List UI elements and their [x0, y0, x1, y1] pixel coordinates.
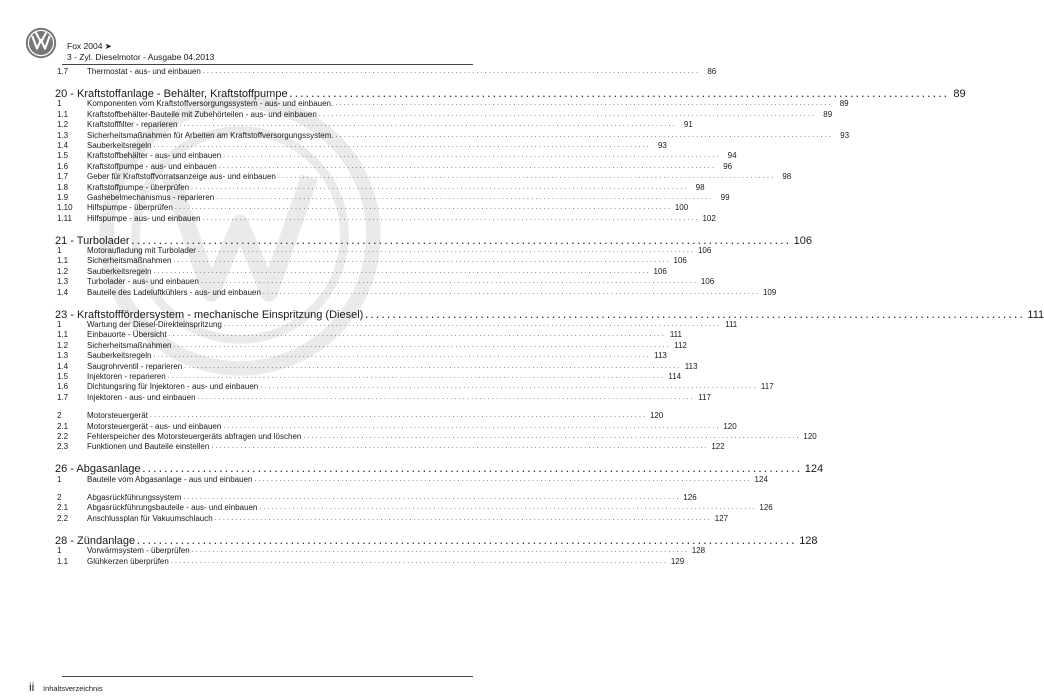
toc-page-number: 99	[720, 192, 730, 202]
manual-edition: 3 - Zyl. Dieselmotor - Ausgabe 04.2013	[67, 52, 215, 62]
toc-entry-row[interactable]	[55, 256, 687, 266]
toc-page-number: 126	[683, 493, 697, 503]
toc-dot-leader: ........................................................................................................................	[259, 504, 757, 512]
toc-page-number: 89	[839, 99, 849, 109]
toc-entry-row[interactable]	[55, 161, 733, 172]
toc-entry-title: Motoraufladung mit Turbolader	[87, 246, 196, 256]
toc-entry-title: Wartung der Diesel-Direkteinspritzung	[87, 320, 222, 330]
toc-page-number: 120	[649, 411, 664, 421]
toc-dot-leader: ........................................................................................................................	[303, 432, 801, 440]
toc-page-number: 128	[691, 546, 706, 556]
toc-page-number: 113	[684, 361, 698, 371]
toc-entry-row[interactable]	[55, 213, 716, 224]
toc-chapter-row[interactable]	[55, 524, 818, 547]
toc-entry-title: Kraftstofffilter - reparieren	[87, 120, 178, 130]
toc-dot-leader: ........................................................................................................................	[335, 100, 833, 108]
toc-entry-number: 1.6	[57, 382, 69, 392]
toc-entry-number: 2.2	[57, 513, 69, 523]
toc-entry-title: Thermostat - aus- und einbauen	[87, 66, 201, 76]
toc-page-number: 128	[799, 534, 818, 547]
toc-dot-leader: ........................................................................................................................	[149, 412, 648, 420]
toc-page-number: 113	[654, 351, 667, 361]
toc-page-number: 89	[823, 109, 833, 119]
toc-dot-leader: ........................................................................................................................	[200, 278, 699, 286]
toc-page-number: 112	[674, 340, 687, 350]
toc-entry-row[interactable]	[55, 151, 737, 161]
toc-entry-number: 2.1	[57, 503, 69, 513]
toc-entry-title: Glühkerzen überprüfen	[87, 556, 169, 566]
footer-label: Inhaltsverzeichnis	[43, 684, 103, 693]
toc-entry-number: 1.11	[57, 213, 72, 223]
toc-chapter-title: 20 - Kraftstoffanlage - Behälter, Kraftstoffpumpe	[55, 87, 288, 100]
toc-dot-leader: ........................................................................................................................	[153, 267, 651, 275]
toc-entry-row[interactable]	[55, 130, 850, 141]
toc-dot-leader: ........................................................................................................................	[260, 383, 758, 391]
toc-entry-title: Sauberkeitsregeln	[87, 351, 152, 361]
toc-page-number: 106	[697, 246, 712, 256]
toc-entry-row[interactable]	[55, 140, 667, 151]
toc-entry-title: Geber für Kraftstoffvorratsanzeige aus- und einbauen	[87, 172, 276, 182]
toc-chapter-row[interactable]	[55, 77, 966, 100]
toc-entry-title: Vorwärmsystem - überprüfen	[87, 546, 190, 556]
toc-entry-row[interactable]	[55, 351, 667, 361]
toc-entry-title: Hilfspumpe - aus- und einbauen	[87, 213, 201, 223]
toc-page-number: 120	[723, 421, 737, 431]
toc-page-number: 98	[695, 182, 705, 192]
toc-entry-row[interactable]	[55, 442, 725, 452]
toc-dot-leader: ........................................................................................................................	[197, 393, 695, 401]
toc-page-number: 96	[723, 161, 733, 171]
toc-page-number: 126	[759, 503, 773, 513]
toc-dot-leader: ........................................................................................................................	[173, 341, 671, 349]
toc-entry-number: 2	[57, 411, 62, 421]
toc-entry-number: 1.4	[57, 287, 69, 297]
toc-entry-number: 1.3	[57, 130, 69, 140]
toc-page-number: 89	[953, 87, 966, 100]
toc-entry-row[interactable]	[55, 392, 711, 403]
toc-chapter-row[interactable]	[55, 453, 824, 476]
toc-entry-title: Bauteile des Ladeluftkühlers - aus- und einbauen	[87, 287, 261, 297]
toc-chapter-title: 23 - Kraftstofffördersystem - mechanische Einspritzung (Diesel)	[55, 308, 364, 321]
toc-page-number: 109	[762, 287, 777, 297]
toc-entry-row[interactable]	[55, 411, 664, 421]
toc-dot-leader: ........................................................................................................................	[223, 422, 721, 430]
vw-logo-icon	[25, 27, 57, 59]
toc-entry-number: 1.4	[57, 140, 69, 150]
toc-entry-title: Kraftstoffbehälter - aus- und einbauen	[87, 151, 222, 161]
toc-entry-number: 1	[57, 99, 62, 109]
footer-rule	[62, 676, 473, 677]
toc-entry-number: 1.8	[57, 182, 69, 192]
toc-dot-leader: ........................................................................................................................	[184, 362, 682, 370]
toc-entry-row[interactable]	[55, 172, 792, 182]
toc-entry-number: 1.1	[57, 556, 69, 566]
toc-entry-row[interactable]	[55, 182, 705, 193]
toc-dot-leader: ........................................................................................................................	[262, 288, 761, 296]
toc-entry-row[interactable]	[55, 371, 682, 382]
toc-entry-number: 1.2	[57, 340, 69, 350]
toc-dot-leader: ........................................................................................................................	[167, 372, 666, 380]
toc-dot-leader: ........................................................................................................................	[289, 88, 950, 99]
toc-dot-leader: ........................................................................................................................	[174, 204, 673, 212]
toc-page-number: 86	[707, 66, 717, 76]
header-rule	[62, 64, 473, 65]
toc-entry-title: Abgasrückführungsbauteile - aus- und einbauen	[87, 503, 258, 513]
toc-page-number: 111	[1027, 308, 1044, 321]
toc-dot-leader: ........................................................................................................................	[179, 121, 677, 129]
toc-entry-title: Sicherheitsmaßnahmen für Arbeiten am Kraftstoffversorgungssystem.	[87, 130, 334, 140]
toc-entry-row[interactable]	[55, 556, 685, 567]
toc-entry-title: Sauberkeitsregeln	[87, 266, 152, 276]
toc-entry-number: 1	[57, 246, 62, 256]
toc-page-number: 117	[760, 382, 774, 392]
toc-entry-number: 1	[57, 320, 62, 330]
toc-dot-leader: ........................................................................................................................	[168, 331, 666, 339]
toc-entry-row[interactable]	[55, 120, 693, 130]
toc-entry-number: 1.4	[57, 361, 69, 371]
toc-page-number: 122	[711, 442, 725, 452]
toc-entry-number: 1.10	[57, 203, 73, 213]
toc-dot-leader: ........................................................................................................................	[318, 110, 817, 118]
toc-entry-number: 1.2	[57, 266, 69, 276]
toc-entry-number: 1.3	[57, 351, 69, 361]
toc-entry-title: Gashebelmechanismus - reparieren	[87, 192, 215, 202]
toc-entry-title: Injektoren - reparieren	[87, 371, 166, 381]
toc-dot-leader: ........................................................................................................................	[142, 464, 803, 475]
toc-entry-row[interactable]	[55, 266, 667, 277]
toc-entry-row[interactable]	[55, 474, 768, 485]
toc-page-number: 106	[653, 266, 667, 276]
toc-page-number: 124	[754, 474, 768, 484]
toc-page-number: 129	[670, 556, 685, 566]
toc-dot-leader: ........................................................................................................................	[173, 257, 671, 265]
toc-dot-leader: ........................................................................................................................	[153, 141, 651, 149]
toc-dot-leader: ........................................................................................................................	[216, 193, 714, 201]
toc-page-number: 120	[803, 431, 817, 441]
toc-dot-leader: ........................................................................................................................	[254, 475, 752, 483]
toc-entry-number: 1.1	[57, 109, 69, 119]
toc-dot-leader: ........................................................................................................................	[170, 557, 669, 565]
toc-dot-leader: ........................................................................................................................	[183, 494, 681, 502]
toc-dot-leader: ........................................................................................................................	[365, 309, 1026, 320]
toc-entry-number: 1.1	[57, 256, 69, 266]
toc-entry-title: Motorsteuergerät - aus- und einbauen	[87, 421, 222, 431]
toc-dot-leader: ........................................................................................................................	[214, 514, 713, 522]
toc-entry-row[interactable]	[55, 99, 849, 109]
vehicle-model: Fox 2004 ➤	[67, 41, 112, 51]
toc-entry-row[interactable]	[55, 493, 697, 503]
toc-chapter-title: 28 - Zündanlage	[55, 534, 136, 547]
toc-entry-title: Fehlerspeicher des Motorsteuergeräts abfragen und löschen	[87, 431, 302, 441]
toc-entry-number: 1.2	[57, 120, 69, 130]
toc-page-number: 94	[727, 151, 737, 161]
toc-page-number: 93	[840, 130, 850, 140]
toc-entry-number: 1.5	[57, 371, 69, 381]
toc-entry-row[interactable]	[55, 277, 715, 287]
toc-entry-number: 1.7	[57, 392, 69, 402]
toc-entry-row[interactable]	[55, 66, 717, 77]
toc-entry-number: 1	[57, 474, 62, 484]
toc-dot-leader: ........................................................................................................................	[191, 547, 690, 555]
toc-page-number: 98	[782, 172, 792, 182]
toc-entry-number: 1	[57, 546, 62, 556]
toc-page-number: 117	[698, 392, 711, 402]
toc-dot-leader: ........................................................................................................................	[223, 152, 721, 160]
toc-entry-number: 2.3	[57, 442, 69, 452]
toc-page-number: 91	[683, 120, 693, 130]
toc-dot-leader: ........................................................................................................................	[223, 321, 722, 329]
toc-entry-title: Injektoren - aus- und einbauen	[87, 392, 196, 402]
toc-entry-title: Dichtungsring für Injektoren - aus- und einbauen	[87, 382, 259, 392]
toc-dot-leader: ........................................................................................................................	[197, 247, 696, 255]
toc-entry-title: Funktionen und Bauteile einstellen	[87, 442, 210, 452]
toc-dot-leader: ........................................................................................................................	[131, 235, 792, 246]
toc-dot-leader: ........................................................................................................................	[218, 162, 717, 170]
toc-dot-leader: ........................................................................................................................	[277, 173, 776, 181]
toc-dot-leader: ........................................................................................................................	[335, 131, 834, 139]
toc-entry-number: 1.6	[57, 161, 69, 171]
toc-entry-title: Kraftstoffpumpe - überprüfen	[87, 182, 190, 192]
toc-spacer	[55, 485, 473, 493]
toc-entry-title: Turbolader - aus- und einbauen	[87, 277, 199, 287]
toc-entry-title: Kraftstoffpumpe - aus- und einbauen	[87, 161, 217, 171]
toc-entry-row[interactable]	[55, 203, 689, 213]
toc-entry-title: Einbauorte - Übersicht	[87, 330, 167, 340]
toc-page-number: 111	[725, 320, 738, 330]
toc-dot-leader: ........................................................................................................................	[202, 214, 700, 222]
toc-entry-row[interactable]	[55, 361, 698, 372]
toc-dot-leader: ........................................................................................................................	[191, 183, 689, 191]
toc-entry-row[interactable]	[55, 287, 777, 298]
toc-entry-title: Motorsteuergerät	[87, 411, 148, 421]
toc-entry-row[interactable]	[55, 109, 833, 120]
toc-entry-row[interactable]	[55, 320, 738, 330]
toc-entry-number: 1.3	[57, 277, 69, 287]
toc-entry-row[interactable]	[55, 513, 729, 524]
toc-dot-leader: ........................................................................................................................	[137, 535, 798, 546]
toc-entry-number: 1.7	[57, 172, 69, 182]
toc-page-number: 102	[702, 213, 716, 223]
toc-entry-row[interactable]	[55, 382, 774, 392]
toc-entry-row[interactable]	[55, 546, 706, 556]
toc-entry-row[interactable]	[55, 431, 817, 442]
toc-page-number: 106	[793, 234, 813, 247]
toc-chapter-title: 21 - Turbolader	[55, 234, 130, 247]
toc-entry-number: 1.7	[57, 66, 69, 76]
toc-entry-row[interactable]	[55, 192, 730, 203]
toc-chapter-title: 26 - Abgasanlage	[55, 463, 141, 476]
toc-page-number: 111	[669, 330, 682, 340]
toc-chapter-row[interactable]	[55, 298, 1044, 321]
toc-entry-title: Abgasrückführungssystem	[87, 493, 182, 503]
toc-entry-number: 1.1	[57, 330, 69, 340]
toc-entry-row[interactable]	[55, 246, 712, 256]
toc-page-number: 100	[674, 203, 689, 213]
table-of-contents	[55, 66, 1044, 567]
toc-page-number: 106	[673, 256, 687, 266]
toc-entry-title: Hilfspumpe - überprüfen	[87, 203, 173, 213]
toc-page-number: 124	[804, 463, 824, 476]
toc-page-number: 106	[700, 277, 715, 287]
toc-entry-title: Bauteile vom Abgasanlage - aus und einbauen	[87, 474, 253, 484]
toc-entry-number: 2.1	[57, 421, 69, 431]
toc-dot-leader: ........................................................................................................................	[153, 352, 651, 360]
toc-entry-row[interactable]	[55, 330, 682, 340]
page-header	[0, 0, 495, 70]
toc-spacer	[55, 403, 473, 411]
toc-dot-leader: ........................................................................................................................	[211, 443, 709, 451]
toc-chapter-row[interactable]	[55, 224, 813, 247]
toc-dot-leader: ........................................................................................................................	[202, 67, 701, 75]
toc-entry-row[interactable]	[55, 421, 737, 432]
toc-entry-number: 1.5	[57, 151, 69, 161]
toc-entry-title: Sauberkeitsregeln	[87, 140, 152, 150]
toc-entry-title: Sicherheitsmaßnahmen	[87, 256, 172, 266]
toc-page-number: 114	[668, 371, 682, 381]
toc-entry-number: 2	[57, 493, 62, 503]
toc-entry-title: Komponenten vom Kraftstoffversorgungssystem - aus- und einbauen.	[87, 99, 334, 109]
toc-page-number: 127	[714, 513, 729, 523]
toc-entry-title: Sicherheitsmaßnahmen	[87, 340, 172, 350]
toc-page-number: 93	[657, 140, 667, 150]
toc-entry-row[interactable]	[55, 340, 687, 351]
page-number: ii	[29, 680, 35, 694]
toc-entry-title: Saugrohrventil - reparieren	[87, 361, 183, 371]
toc-entry-row[interactable]	[55, 503, 773, 514]
toc-entry-number: 1.9	[57, 192, 69, 202]
toc-entry-title: Kraftstoffbehälter-Bauteile mit Zubehörteilen - aus- und einbauen	[87, 109, 317, 119]
toc-entry-number: 2.2	[57, 431, 69, 441]
toc-entry-title: Anschlussplan für Vakuumschlauch	[87, 513, 213, 523]
